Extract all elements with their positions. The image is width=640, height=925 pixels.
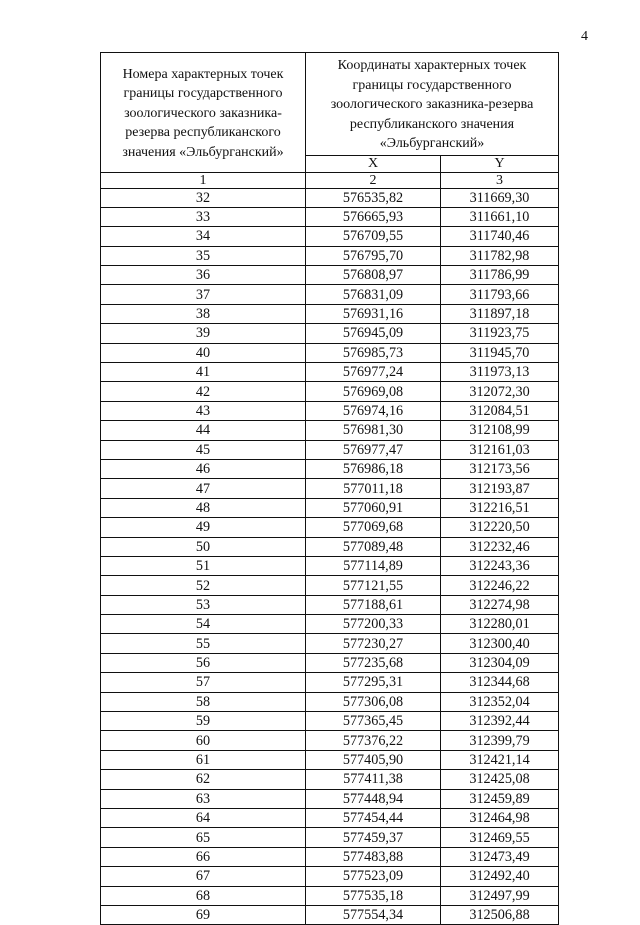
coordinates-table <box>100 52 559 925</box>
point-number-cell: 64 <box>101 809 306 828</box>
y-coordinate-cell: 312193,87 <box>441 479 559 498</box>
table-row <box>101 770 559 789</box>
x-coordinate-cell: 577535,18 <box>306 886 441 905</box>
y-coordinate-cell: 312497,99 <box>441 886 559 905</box>
x-coordinate-cell: 576985,73 <box>306 343 441 362</box>
point-number-cell: 62 <box>101 770 306 789</box>
table-row <box>101 712 559 731</box>
x-coordinate-cell: 577459,37 <box>306 828 441 847</box>
y-coordinate-cell: 312108,99 <box>441 421 559 440</box>
x-coordinate-cell: 576977,24 <box>306 363 441 382</box>
table-row <box>101 479 559 498</box>
point-number-cell: 50 <box>101 537 306 556</box>
x-coordinate-cell: 576945,09 <box>306 324 441 343</box>
y-coordinate-cell: 312216,51 <box>441 498 559 517</box>
point-number-cell: 60 <box>101 731 306 750</box>
column-number-3: 3 <box>441 172 559 188</box>
y-coordinate-cell: 312473,49 <box>441 847 559 866</box>
x-coordinate-cell: 577235,68 <box>306 653 441 672</box>
y-coordinate-cell: 311786,99 <box>441 266 559 285</box>
y-coordinate-cell: 312246,22 <box>441 576 559 595</box>
y-coordinate-cell: 312220,50 <box>441 518 559 537</box>
table-row <box>101 673 559 692</box>
table-row <box>101 576 559 595</box>
x-coordinate-cell: 577089,48 <box>306 537 441 556</box>
table-row <box>101 188 559 207</box>
x-coordinate-cell: 577523,09 <box>306 867 441 886</box>
y-coordinate-cell: 312243,36 <box>441 556 559 575</box>
point-number-cell: 69 <box>101 905 306 924</box>
point-number-cell: 58 <box>101 692 306 711</box>
point-number-cell: 67 <box>101 867 306 886</box>
point-number-cell: 47 <box>101 479 306 498</box>
table-row <box>101 828 559 847</box>
column-number-1: 1 <box>101 172 306 188</box>
point-number-cell: 41 <box>101 363 306 382</box>
table-row <box>101 847 559 866</box>
point-number-cell: 53 <box>101 595 306 614</box>
y-coordinate-cell: 312304,09 <box>441 653 559 672</box>
table-row <box>101 789 559 808</box>
table-header <box>101 53 559 189</box>
point-number-cell: 45 <box>101 440 306 459</box>
table-row <box>101 692 559 711</box>
point-number-cell: 54 <box>101 615 306 634</box>
point-number-header: Номера характерных точек границы государственного зоологического заказника-резерва республиканского значения «Эльбурганский» <box>101 53 306 173</box>
header-row <box>101 53 559 156</box>
y-coordinate-cell: 312084,51 <box>441 401 559 420</box>
x-coordinate-cell: 577295,31 <box>306 673 441 692</box>
point-number-cell: 68 <box>101 886 306 905</box>
y-coordinate-cell: 312399,79 <box>441 731 559 750</box>
coordinates-header: Координаты характерных точек границы государственного зоологического заказника-резерва республиканского значения «Эльбурганский» <box>306 53 559 156</box>
y-coordinate-cell: 312274,98 <box>441 595 559 614</box>
table-row <box>101 227 559 246</box>
point-number-cell: 65 <box>101 828 306 847</box>
table-row <box>101 556 559 575</box>
point-number-cell: 36 <box>101 266 306 285</box>
x-coordinate-cell: 577483,88 <box>306 847 441 866</box>
x-coordinate-cell: 577230,27 <box>306 634 441 653</box>
point-number-cell: 37 <box>101 285 306 304</box>
y-coordinate-cell: 311782,98 <box>441 246 559 265</box>
x-coordinate-cell: 577060,91 <box>306 498 441 517</box>
y-coordinate-cell: 312300,40 <box>441 634 559 653</box>
table-row <box>101 498 559 517</box>
column-number-2: 2 <box>306 172 441 188</box>
y-coordinate-cell: 311923,75 <box>441 324 559 343</box>
y-coordinate-cell: 312072,30 <box>441 382 559 401</box>
x-coordinate-cell: 577405,90 <box>306 750 441 769</box>
x-header: X <box>306 155 441 172</box>
point-number-cell: 39 <box>101 324 306 343</box>
y-header: Y <box>441 155 559 172</box>
y-coordinate-cell: 311793,66 <box>441 285 559 304</box>
y-coordinate-cell: 311740,46 <box>441 227 559 246</box>
table-row <box>101 750 559 769</box>
point-number-cell: 40 <box>101 343 306 362</box>
x-coordinate-cell: 576981,30 <box>306 421 441 440</box>
point-number-cell: 34 <box>101 227 306 246</box>
table-row <box>101 459 559 478</box>
y-coordinate-cell: 312421,14 <box>441 750 559 769</box>
column-number-row <box>101 172 559 188</box>
table-row <box>101 304 559 323</box>
table-row <box>101 537 559 556</box>
point-number-cell: 43 <box>101 401 306 420</box>
table-row <box>101 246 559 265</box>
x-coordinate-cell: 577365,45 <box>306 712 441 731</box>
x-coordinate-cell: 576535,82 <box>306 188 441 207</box>
y-coordinate-cell: 312469,55 <box>441 828 559 847</box>
table-row <box>101 401 559 420</box>
point-number-cell: 51 <box>101 556 306 575</box>
table-row <box>101 363 559 382</box>
point-number-cell: 57 <box>101 673 306 692</box>
table-row <box>101 324 559 343</box>
table-row <box>101 343 559 362</box>
y-coordinate-cell: 312425,08 <box>441 770 559 789</box>
point-number-cell: 35 <box>101 246 306 265</box>
y-coordinate-cell: 312459,89 <box>441 789 559 808</box>
x-coordinate-cell: 577114,89 <box>306 556 441 575</box>
point-number-cell: 59 <box>101 712 306 731</box>
x-coordinate-cell: 577069,68 <box>306 518 441 537</box>
x-coordinate-cell: 577411,38 <box>306 770 441 789</box>
point-number-cell: 38 <box>101 304 306 323</box>
point-number-cell: 33 <box>101 207 306 226</box>
x-coordinate-cell: 577554,34 <box>306 905 441 924</box>
point-number-cell: 48 <box>101 498 306 517</box>
y-coordinate-cell: 312344,68 <box>441 673 559 692</box>
table-row <box>101 653 559 672</box>
table-row <box>101 905 559 924</box>
y-coordinate-cell: 312280,01 <box>441 615 559 634</box>
point-number-cell: 66 <box>101 847 306 866</box>
x-coordinate-cell: 577306,08 <box>306 692 441 711</box>
point-number-cell: 32 <box>101 188 306 207</box>
x-coordinate-cell: 576709,55 <box>306 227 441 246</box>
y-coordinate-cell: 311661,10 <box>441 207 559 226</box>
x-coordinate-cell: 576795,70 <box>306 246 441 265</box>
x-coordinate-cell: 577448,94 <box>306 789 441 808</box>
table-row <box>101 634 559 653</box>
y-coordinate-cell: 312232,46 <box>441 537 559 556</box>
point-number-cell: 55 <box>101 634 306 653</box>
table-row <box>101 421 559 440</box>
table-row <box>101 285 559 304</box>
point-number-cell: 44 <box>101 421 306 440</box>
page-number: 4 <box>581 29 588 44</box>
point-number-cell: 46 <box>101 459 306 478</box>
table-row <box>101 266 559 285</box>
table-row <box>101 518 559 537</box>
y-coordinate-cell: 312506,88 <box>441 905 559 924</box>
y-coordinate-cell: 311973,13 <box>441 363 559 382</box>
y-coordinate-cell: 312161,03 <box>441 440 559 459</box>
x-coordinate-cell: 576977,47 <box>306 440 441 459</box>
table-row <box>101 382 559 401</box>
table-body <box>101 188 559 925</box>
x-coordinate-cell: 577200,33 <box>306 615 441 634</box>
x-coordinate-cell: 576931,16 <box>306 304 441 323</box>
x-coordinate-cell: 576831,09 <box>306 285 441 304</box>
y-coordinate-cell: 312464,98 <box>441 809 559 828</box>
point-number-cell: 42 <box>101 382 306 401</box>
point-number-cell: 52 <box>101 576 306 595</box>
x-coordinate-cell: 576986,18 <box>306 459 441 478</box>
table-row <box>101 207 559 226</box>
table-row <box>101 615 559 634</box>
table-row <box>101 886 559 905</box>
table-row <box>101 731 559 750</box>
y-coordinate-cell: 312392,44 <box>441 712 559 731</box>
y-coordinate-cell: 312352,04 <box>441 692 559 711</box>
table-row <box>101 595 559 614</box>
y-coordinate-cell: 311945,70 <box>441 343 559 362</box>
x-coordinate-cell: 576808,97 <box>306 266 441 285</box>
table-row <box>101 867 559 886</box>
x-coordinate-cell: 577376,22 <box>306 731 441 750</box>
x-coordinate-cell: 576969,08 <box>306 382 441 401</box>
x-coordinate-cell: 576974,16 <box>306 401 441 420</box>
point-number-cell: 63 <box>101 789 306 808</box>
point-number-cell: 61 <box>101 750 306 769</box>
table-row <box>101 440 559 459</box>
x-coordinate-cell: 577011,18 <box>306 479 441 498</box>
y-coordinate-cell: 311669,30 <box>441 188 559 207</box>
y-coordinate-cell: 312492,40 <box>441 867 559 886</box>
x-coordinate-cell: 576665,93 <box>306 207 441 226</box>
y-coordinate-cell: 312173,56 <box>441 459 559 478</box>
point-number-cell: 56 <box>101 653 306 672</box>
x-coordinate-cell: 577121,55 <box>306 576 441 595</box>
point-number-cell: 49 <box>101 518 306 537</box>
y-coordinate-cell: 311897,18 <box>441 304 559 323</box>
table-row <box>101 809 559 828</box>
x-coordinate-cell: 577454,44 <box>306 809 441 828</box>
x-coordinate-cell: 577188,61 <box>306 595 441 614</box>
